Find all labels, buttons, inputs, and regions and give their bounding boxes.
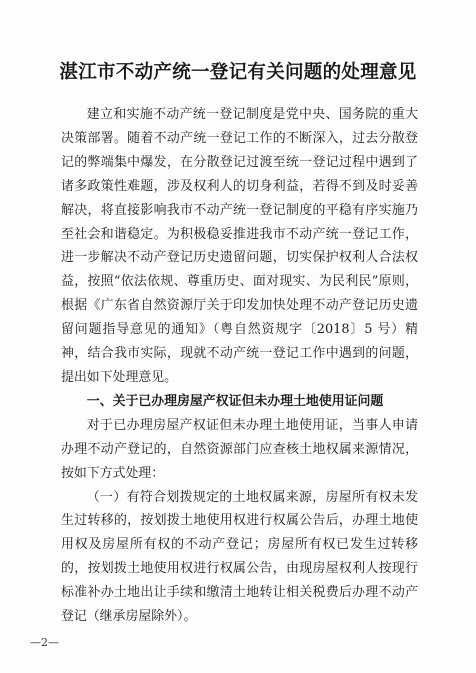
intro-paragraph: 建立和实施不动产统一登记制度是党中央、国务院的重大决策部署。随着不动产统一登记工作的不断深入，过去分散登记的弊端集中爆发，在分散登记过渡至统一登记过程中遇到了诸多政策性难题，涉及权利人的切身利益，若得不到及时妥善解决，将直接影响我市不动产统一登记制度的平稳有序实施乃至社会和谐稳定。为积极稳妥推进我市不动产统一登记工作，进一步解决不动产登记历史遗留问题，切实保护权利人合法权益，按照“依法依规、尊重历史、面对现实、为民利民”原则，根据《广东省自然资源厅关于印发加快处理不动产登记历史遗留问题指导意见的通知》（粤自然资规字〔2018〕5 号）精神，结合我市实际，现就不动产统一登记工作中遇到的问题，提出如下处理意见。 xyxy=(61,107,418,385)
page-number: —2— xyxy=(30,636,59,649)
section-paragraph: 对于已办理房屋产权证但未办理土地使用证，当事人申请办理不动产登记的，自然资源部门应查核土地权属来源情况，按如下方式处理： xyxy=(61,417,418,481)
document-title: 湛江市不动产统一登记有关问题的处理意见 xyxy=(59,62,417,83)
section-heading: 一、关于已办理房屋产权证但未办理土地使用证问题 xyxy=(86,393,384,409)
document-body xyxy=(61,103,418,629)
subsection-paragraph: （一）有符合划拨规定的土地权属来源，房屋所有权未发生过转移的，按划拨土地使用权进行权属公告后，办理土地使用权及房屋所有权的不动产登记；房屋所有权已发生过转移的，按划拨土地使用权进行权属公告，由现房屋权利人按现行标准补办土地出让手续和缴清土地转让相关税费后办理不动产登记（继承房屋除外）。 xyxy=(61,489,418,625)
